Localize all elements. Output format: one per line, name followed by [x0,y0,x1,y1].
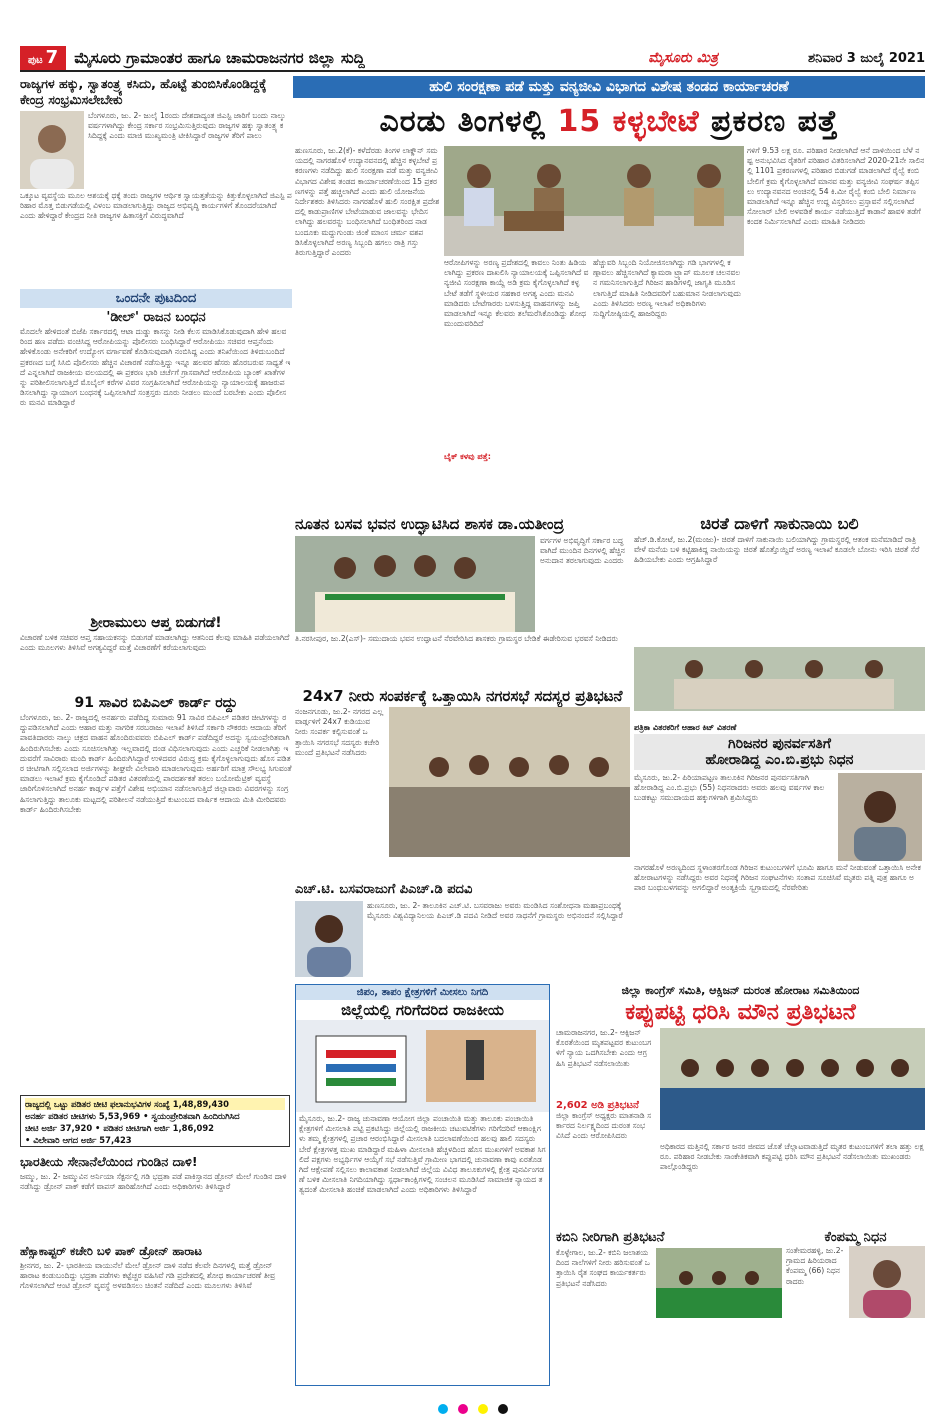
obituary-headline: ಕೆಂಪಮ್ಮ ನಿಧನ [824,1230,887,1245]
hunter-tag: ಬೈಕ್ ಕಳವು ಪತ್ತೆ: [444,452,491,461]
top-story-col-1: ಹುಣಸೂರು, ಜು.2(ಕೆ)- ಕಳೆದೆರಡು ತಿಂಗಳ ಲಾಕ್ಡೌನ್ ಸಮಯದಲ್ಲಿ ನಾಗರಹೊಳೆ ಉದ್ಯಾನವನದಲ್ಲಿ ಹೆಚ್ಚಿನ ಕಳ್ಳಬೇಟೆ ಪ್ರಕರಣಗಳು ನಡೆದಿದ್ದು ಹುಲಿ ಸಂರಕ್ಷಣಾ ಪಡೆ ಮತ್ತು ವನ್ಯಜೀವಿ ವಿಭಾಗದ ವಿಶೇಷ ತಂಡದ ಕಾರ್ಯಾಚರಣೆಯಿಂದ 15 ಪ್ರಕರಣಗಳನ್ನು ಪತ್ತೆ ಹಚ್ಚಲಾಗಿದೆ ಎಂದು ಹುಲಿ ಯೋಜನೆಯ ನಿರ್ದೇಶಕರು ತಿಳಿಸಿದರು ನಾಗರಹೊಳೆ ಹುಲಿ ಸಂರಕ್ಷಿತ ಪ್ರದೇಶದಲ್ಲಿ ಕಾಡುಪ್ರಾಣಿಗಳ ಬೇಟೆಯಾಡುವ ಜಾಲವನ್ನು ಭೇದಿಸಲಾಗಿದ್ದು ಹಲವರನ್ನು ಬಂಧಿಸಲಾಗಿದೆ ಬಂಧಿತರಿಂದ ನಾಡ ಬಂದೂಕು ಮದ್ದುಗುಂಡು ಜಿಂಕೆ ಮಾಂಸ ಚರ್ಮ ವಶಪಡಿಸಿಕೊಳ್ಳಲಾಗಿದೆ ಅರಣ್ಯ ಸಿಬ್ಬಂದಿ ಹಗಲು ರಾತ್ರಿ ಗಸ್ತು ತಿರುಗುತ್ತಿದ್ದಾರೆ ಎಂದರು [295,146,440,258]
top-story-headline: ಎರಡು ತಿಂಗಳಲ್ಲಿ 15 ಕಳ್ಳಬೇಟೆ ಪ್ರಕರಣ ಪತ್ತೆ [379,104,839,139]
left-column-bottom: ಭಾರತೀಯ ಸೇನಾನೆಲೆಯಿಂದ ಗುಂಡಿನ ದಾಳಿ! ಜಮ್ಮು, ಜು. 2- ಜಮ್ಮುವಿನ ಅರ್ನಿಯಾ ಸೆಕ್ಟರ್ನಲ್ಲಿ ಗಡಿ ಭದ್ರತಾ ಪಡೆ ಪಾಕಿಸ್ತಾನದ ಡ್ರೋನ್ ಮೇಲೆ ಗುಂಡಿನ ದಾಳಿ ನಡೆಸಿದ್ದು ಡ್ರೋನ್ ಪಾಕ್ ಕಡೆಗೆ ವಾಪಸ್ ಹಾರಿಹೋಗಿದೆ ಎಂದು ಅಧಿಕಾರಿಗಳು ತಿಳಿಸಿದ್ದಾರೆ ಹೆಕ್ಸಾಕಾಪ್ಟರ್ ಕಚೇರಿ ಬಳಿ ಪಾಕ್ ಡ್ರೋನ್ ಹಾರಾಟ ಶ್ರೀನಗರ, ಜು. 2- ಭಾರತೀಯ ವಾಯುನೆಲೆ ಮೇಲೆ ಡ್ರೋನ್ ದಾಳಿ ನಡೆದ ಕೆಲವೇ ದಿನಗಳಲ್ಲಿ ಮತ್ತೆ ಡ್ರೋನ್ ಹಾರಾಟ ಕಂಡುಬಂದಿದ್ದು ಭದ್ರತಾ ಪಡೆಗಳು ಕಟ್ಟೆಚ್ಚರ ವಹಿಸಿವೆ ಗಡಿ ಪ್ರದೇಶದಲ್ಲಿ ಶೋಧ ಕಾರ್ಯಾಚರಣೆ ತೀವ್ರಗೊಳಿಸಲಾಗಿದೆ ಆಂಟಿ ಡ್ರೋನ್ ವ್ಯವಸ್ಥೆ ಅಳವಡಿಸಲು ಚಿಂತನೆ ನಡೆದಿದೆ ಎಂದು ಮೂಲಗಳು ತಿಳಿಸಿವೆ [20,1152,292,1386]
politics-story: ಜಿಪಂ, ತಾಪಂ ಕ್ಷೇತ್ರಗಳಿಗೆ ಮೀಸಲು ನಿಗದಿ ಜಿಲ್ಲೆಯಲ್ಲಿ ಗರಿಗೆದರಿದ ರಾಜಕೀಯ ಮೈಸೂರು, ಜು.2- ರಾಜ್ಯ ಚುನಾವಣಾ ಆಯೋಗ ಜಿಲ್ಲಾ ಪಂಚಾಯಿತಿ ಮತ್ತು ತಾಲೂಕು ಪಂಚಾಯಿತಿ ಕ್ಷೇತ್ರಗಳಿಗೆ ಮೀಸಲಾತಿ ಪಟ್ಟಿ ಪ್ರಕಟಿಸಿದ್ದು ಜಿಲ್ಲೆಯಲ್ಲಿ ರಾಜಕೀಯ ಚಟುವಟಿಕೆಗಳು ಗರಿಗೆದರಿವೆ ಆಕಾಂಕ್ಷಿಗಳು ತಮ್ಮ ಕ್ಷೇತ್ರಗಳಲ್ಲಿ ಪ್ರಚಾರ ಆರಂಭಿಸಿದ್ದಾರೆ ಮೀಸಲಾತಿ ಬದಲಾವಣೆಯಿಂದ ಹಲವು ಹಾಲಿ ಸದಸ್ಯರು ಬೇರೆ ಕ್ಷೇತ್ರಗಳತ್ತ ಮುಖ ಮಾಡಿದ್ದಾರೆ ಮಹಿಳಾ ಮೀಸಲಾತಿ ಹೆಚ್ಚಳದಿಂದ ಹೊಸ ಮುಖಗಳಿಗೆ ಅವಕಾಶ ಸಿಗಲಿದೆ ಪಕ್ಷಗಳು ಅಭ್ಯರ್ಥಿಗಳ ಆಯ್ಕೆಗೆ ಸಭೆ ನಡೆಸುತ್ತಿವೆ ಗ್ರಾಮೀಣ ಭಾಗದಲ್ಲಿ ಚುನಾವಣಾ ಕಾವು ಏರತೊಡಗಿದೆ ಆಕ್ಷೇಪಣೆ ಸಲ್ಲಿಸಲು ಕಾಲಾವಕಾಶ ನೀಡಲಾಗಿದೆ ಜಿಲ್ಲೆಯ ವಿವಿಧ ತಾಲೂಕುಗಳಲ್ಲಿ ಕ್ಷೇತ್ರ ಪುನರ್ವಿಂಗಡಣೆ ಬಳಿಕ ಮೀಸಲಾತಿ ನಿಗದಿಯಾಗಿದ್ದು ಸ್ಪರ್ಧಾಕಾಂಕ್ಷಿಗಳಲ್ಲಿ ಸಂಚಲನ ಮೂಡಿಸಿದೆ ಸಾಮಾಜಿಕ ನ್ಯಾಯದ ತತ್ವದಂತೆ ಮೀಸಲಾತಿ ಹಂಚಿಕೆ ಮಾಡಲಾಗಿದೆ ಎಂದು ಅಧಿಕಾರಿಗಳು ತಿಳಿಸಿದ್ದಾರೆ [295,984,550,1386]
leopard-story: ಚಿರತೆ ದಾಳಿಗೆ ಸಾಕುನಾಯಿ ಬಲಿ ಹೆಚ್.ಡಿ.ಕೋಟೆ, ಜು.2(ಮಂಜು)- ಚಿರತೆ ದಾಳಿಗೆ ಸಾಕುನಾಯಿ ಬಲಿಯಾಗಿದ್ದು ಗ್ರಾಮಸ್ಥರಲ್ಲಿ ಆತಂಕ ಮನೆಮಾಡಿದೆ ರಾತ್ರಿ ವೇಳೆ ಮನೆಯ ಬಳಿ ಕಟ್ಟಿಹಾಕಿದ್ದ ನಾಯಿಯನ್ನು ಚಿರತೆ ಹೊತ್ತೊಯ್ದಿದೆ ಅರಣ್ಯ ಇಲಾಖೆ ಕೂಡಲೇ ಬೋನು ಇರಿಸಿ ಚಿರತೆ ಸೆರೆ ಹಿಡಿಯಬೇಕು ಎಂದು ಆಗ್ರಹಿಸಿದ್ದಾರೆ [634,516,925,721]
girijan-headline-line1: ಗಿರಿಜನರ ಪುನರ್ವಸತಿಗೆ [728,736,831,752]
congress-tag: 2,602 ಅಡಿ ಪ್ರತಿಭಟನೆ [556,1100,639,1111]
top-story-col-4: ಗಳಿಗೆ 9.53 ಲಕ್ಷ ರೂ. ಪರಿಹಾರ ನೀಡಲಾಗಿದೆ ಆನೆ ದಾಳಿಯಿಂದ ಬೆಳೆ ನಷ್ಟ ಅನುಭವಿಸಿದ ರೈತರಿಗೆ ಪರಿಹಾರ ವಿತರಿಸಲಾಗಿದೆ 2020-21ನೇ ಸಾಲಿನಲ್ಲಿ 1101 ಪ್ರಕರಣಗಳಲ್ಲಿ ಪರಿಹಾರ ಬಿಡುಗಡೆ ಮಾಡಲಾಗಿದೆ ರೈಲ್ವೆ ಕಂಬಿ ಬೇಲಿಗೆ ಕ್ರಮ ಕೈಗೊಳ್ಳಲಾಗಿದೆ ಮಾನವ ಮತ್ತು ವನ್ಯಜೀವಿ ಸಂಘರ್ಷ ತಪ್ಪಿಸಲು ಉದ್ಯಾನವನದ ಅಂಚಿನಲ್ಲಿ 54 ಕಿ.ಮೀ ರೈಲ್ವೆ ಕಂಬಿ ಬೇಲಿ ನಿರ್ಮಾಣ ಮಾಡಲಾಗಿದೆ ಇನ್ನೂ ಹೆಚ್ಚಿನ ಉದ್ದ ವಿಸ್ತರಿಸಲು ಪ್ರಸ್ತಾವನೆ ಸಲ್ಲಿಸಲಾಗಿದೆ ಸೋಲಾರ್ ಬೇಲಿ ಅಳವಡಿಕೆ ಕಾರ್ಯ ನಡೆಯುತ್ತಿದೆ ಕಾಡಾನೆ ಹಾವಳಿ ತಡೆಗೆ ಕಂದಕ ನಿರ್ಮಿಸಲಾಗಿದೆ ಎಂದು ಮಾಹಿತಿ ನೀಡಿದರು [747,146,925,227]
drone-headline: ಭಾರತೀಯ ಸೇನಾನೆಲೆಯಿಂದ ಗುಂಡಿನ ದಾಳಿ! [20,1154,198,1169]
top-story-col-2: ಆರೋಪಿಗಳನ್ನು ಅರಣ್ಯ ಪ್ರದೇಶದಲ್ಲಿ ಕಾವಲು ನಿಂತು ಹಿಡಿಯಲಾಗಿದ್ದು ಪ್ರಕರಣ ದಾಖಲಿಸಿ ನ್ಯಾಯಾಲಯಕ್ಕೆ ಒಪ್ಪಿಸಲಾಗಿದೆ ವನ್ಯಜೀವಿ ಸಂರಕ್ಷಣಾ ಕಾಯ್ದೆ ಅಡಿ ಕ್ರಮ ಕೈಗೊಳ್ಳಲಾಗಿದೆ ಕಳ್ಳಬೇಟೆ ತಡೆಗೆ ಸ್ಥಳೀಯರ ಸಹಕಾರ ಅಗತ್ಯ ಎಂದು ಮನವಿ ಮಾಡಿದರು ಬೇಟೆಗಾರರು ಬಳಸುತ್ತಿದ್ದ ವಾಹನಗಳನ್ನು ಜಪ್ತಿ ಮಾಡಲಾಗಿದೆ ಇನ್ನೂ ಕೆಲವರು ತಲೆಮರೆಸಿಕೊಂಡಿದ್ದು ಶೋಧ ಮುಂದುವರಿದಿದೆ [444,258,589,329]
page-number-badge: ಪುಟ 7 [20,46,66,70]
girijan-story: ಗಿರಿಜನರ ಪುನರ್ವಸತಿಗೆ ಹೋರಾಡಿದ್ದ ಎಂ.ಬಿ.ಪ್ರಭು ನಿಧನ ಮೈಸೂರು, ಜು.2- ಪಿರಿಯಾಪಟ್ಟಣ ತಾಲೂಕಿನ ಗಿರಿಜನರ ಪುನರ್ವಸತಿಗಾಗಿ ಹೋರಾಡಿದ್ದ ಎಂ.ಬಿ.ಪ್ರಭು (55) ನಿಧನರಾದರು ಅವರು ಹಲವು ವರ್ಷಗಳ ಕಾಲ ಬುಡಕಟ್ಟು ಸಮುದಾಯದ ಹಕ್ಕುಗಳಿಗಾಗಿ ಶ್ರಮಿಸಿದ್ದರು ನಾಗರಹೊಳೆ ಅರಣ್ಯದಿಂದ ಸ್ಥಳಾಂತರಗೊಂಡ ಗಿರಿಜನ ಕುಟುಂಬಗಳಿಗೆ ಭೂಮಿ ಹಾಗೂ ಮನೆ ನೀಡುವಂತೆ ಒತ್ತಾಯಿಸಿ ಅನೇಕ ಹೋರಾಟಗಳನ್ನು ನಡೆಸಿದ್ದರು ಅವರ ನಿಧನಕ್ಕೆ ಗಿರಿಜನ ಸಂಘಟನೆಗಳು ಸಂತಾಪ ಸೂಚಿಸಿವೆ ಮೃತರು ಪತ್ನಿ ಪುತ್ರ ಹಾಗೂ ಅಪಾರ ಬಂಧುಬಳಗವನ್ನು ಅಗಲಿದ್ದಾರೆ ಅಂತ್ಯಕ್ರಿಯೆ ಸ್ವಗ್ರಾಮದಲ್ಲಿ ನೆರವೇರಿತು [634,734,925,980]
paper-logo: ಮೈಸೂರು ಮಿತ್ರ [648,50,719,66]
phd-headline: ಎಚ್.ಟಿ. ಬಸವರಾಜುಗೆ ಪಿಎಚ್.ಡಿ ಪದವಿ [295,882,473,897]
top-story-col-3: ಹೆಚ್ಚುವರಿ ಸಿಬ್ಬಂದಿ ನಿಯೋಜಿಸಲಾಗಿದ್ದು ಗಡಿ ಭಾಗಗಳಲ್ಲಿ ಕಣ್ಗಾವಲು ಹೆಚ್ಚಿಸಲಾಗಿದೆ ಕ್ಯಾಮರಾ ಟ್ರ್ಯಾಪ್ ಮೂಲಕ ಚಲನವಲನ ಗಮನಿಸಲಾಗುತ್ತಿದೆ ಗಿರಿಜನ ಹಾಡಿಗಳಲ್ಲಿ ಜಾಗೃತಿ ಮೂಡಿಸಲಾಗುತ್ತಿದೆ ಮಾಹಿತಿ ನೀಡಿದವರಿಗೆ ಬಹುಮಾನ ನೀಡಲಾಗುವುದು ಎಂದು ತಿಳಿಸಿದರು ಅರಣ್ಯ ಇಲಾಖೆ ಅಧಿಕಾರಿಗಳು ಸುದ್ದಿಗೋಷ್ಠಿಯಲ್ಲಿ ಹಾಜರಿದ್ದರು [593,258,742,319]
author-photo [20,111,84,189]
water-protest-story: 24x7 ನೀರು ಸಂಪರ್ಕಕ್ಕೆ ಒತ್ತಾಯಿಸಿ ನಗರಸಭೆ ಸದಸ್ಯರ ಪ್ರತಿಭಟನೆ ನಂಜನಗೂಡು, ಜು.2- ನಗರದ ಎಲ್ಲ ವಾರ್ಡ್ಗಳಿಗೆ 24x7 ಕುಡಿಯುವ ನೀರು ಸಂಪರ್ಕ ಕಲ್ಪಿಸುವಂತೆ ಒತ್ತಾಯಿಸಿ ನಗರಸಭೆ ಸದಸ್ಯರು ಕಚೇರಿ ಮುಂದೆ ಪ್ರತಿಭಟನೆ ನಡೆಸಿದರು [295,688,630,870]
politics-headline: ಜಿಲ್ಲೆಯಲ್ಲಿ ಗರಿಗೆದರಿದ ರಾಜಕೀಯ [341,1001,504,1019]
hexacopter-headline: ಹೆಕ್ಸಾಕಾಪ್ಟರ್ ಕಚೇರಿ ಬಳಿ ಪಾಕ್ ಡ್ರೋನ್ ಹಾರಾಟ [20,1244,203,1258]
congress-story: ಜಿಲ್ಲಾ ಕಾಂಗ್ರೆಸ್ ಸಮಿತಿ, ಆಕ್ಸಿಜನ್ ದುರಂತ ಹೋರಾಟ ಸಮಿತಿಯಿಂದ ಕಪ್ಪುಪಟ್ಟಿ ಧರಿಸಿ ಮೌನ ಪ್ರತಿಭಟನೆ ಚಾಮರಾಜನಗರ, ಜು.2- ಆಕ್ಸಿಜನ್ ಕೊರತೆಯಿಂದ ಮೃತಪಟ್ಟವರ ಕುಟುಂಬಗಳಿಗೆ ನ್ಯಾಯ ಒದಗಿಸಬೇಕು ಎಂದು ಆಗ್ರಹಿಸಿ ಪ್ರತಿಭಟನೆ ನಡೆಸಲಾಯಿತು 2,602 ಅಡಿ ಪ್ರತಿಭಟನೆ ಜಿಲ್ಲಾ ಕಾಂಗ್ರೆಸ್ ಅಧ್ಯಕ್ಷರು ಮಾತನಾಡಿ ಸರ್ಕಾರದ ನಿರ್ಲಕ್ಷ್ಯದಿಂದ ದುರಂತ ಸಂಭವಿಸಿದೆ ಎಂದು ಆರೋಪಿಸಿದರು ಅಧಿಕಾರದ ಮತ್ತಿನಲ್ಲಿ ಸರ್ಕಾರ ಜನರ ಜೀವದ ಜೊತೆ ಚೆಲ್ಲಾಟವಾಡುತ್ತಿದೆ ಮೃತರ ಕುಟುಂಬಗಳಿಗೆ ತಲಾ ಹತ್ತು ಲಕ್ಷ ರೂ. ಪರಿಹಾರ ನೀಡಬೇಕು ಸಾಂಕೇತಿಕವಾಗಿ ಕಪ್ಪುಪಟ್ಟಿ ಧರಿಸಿ ಮೌನ ಪ್ರತಿಭಟನೆ ನಡೆಸಲಾಯಿತು ಮುಖಂಡರು ಪಾಲ್ಗೊಂಡಿದ್ದರು [556,984,924,1172]
officers-press-meet-photo [444,146,744,256]
farmers-protest-photo [656,1248,782,1318]
kabini-story: ಕಬಿನಿ ನೀರಿಗಾಗಿ ಪ್ರತಿಭಟನೆ ಕೊಳ್ಳೇಗಾಲ, ಜು.2- ಕಬಿನಿ ಜಲಾಶಯದಿಂದ ನಾಲೆಗಳಿಗೆ ನೀರು ಹರಿಸುವಂತೆ ಒತ್ತಾಯಿಸಿ ರೈತ ಸಂಘದ ಕಾರ್ಯಕರ್ತರು ಪ್ರತಿಭಟನೆ ನಡೆಸಿದರು [556,1230,782,1386]
obituary: ಕೆಂಪಮ್ಮ ನಿಧನ ಸಂತೇಮರಹಳ್ಳಿ, ಜು.2- ಗ್ರಾಮದ ಹಿರಿಯರಾದ ಕೆಂಪಮ್ಮ (66) ನಿಧನರಾದರು [786,1230,925,1386]
silent-protest-photo [660,1028,925,1130]
deal-headline: 'ಡೀಲ್' ರಾಜನ ಬಂಧನ [106,310,206,325]
protest-photo [389,707,630,857]
basava-headline: ನೂತನ ಬಸವ ಭವನ ಉದ್ಘಾಟಿಸಿದ ಶಾಸಕ ಡಾ.ಯತೀಂದ್ರ [295,516,564,533]
congress-kicker: ಜಿಲ್ಲಾ ಕಾಂಗ್ರೆಸ್ ಸಮಿತಿ, ಆಕ್ಸಿಜನ್ ದುರಂತ ಹೋರಾಟ ಸಮಿತಿಯಿಂದ [621,984,860,997]
top-story-banner: ಹುಲಿ ಸಂರಕ್ಷಣಾ ಪಡೆ ಮತ್ತು ವನ್ಯಜೀವಿ ವಿಭಾಗದ ವಿಶೇಷ ತಂಡದ ಕಾರ್ಯಾಚರಣೆ [293,76,925,98]
ration-card-stats-box [20,1095,290,1147]
phd-story: ಎಚ್.ಟಿ. ಬಸವರಾಜುಗೆ ಪಿಎಚ್.ಡಿ ಪದವಿ ಹುಣಸೂರು, ಜು. 2- ತಾಲೂಕಿನ ಎಚ್.ಟಿ. ಬಸವರಾಜು ಅವರು ಮಂಡಿಸಿದ ಸಂಶೋಧನಾ ಮಹಾಪ್ರಬಂಧಕ್ಕೆ ಮೈಸೂರು ವಿಶ್ವವಿದ್ಯಾನಿಲಯ ಪಿಎಚ್.ಡಿ ಪದವಿ ನೀಡಿದೆ ಅವರ ಸಾಧನೆಗೆ ಗ್ರಾಮಸ್ಥರು ಅಭಿನಂದನೆ ಸಲ್ಲಿಸಿದ್ದಾರೆ [295,882,630,980]
section-title: ಮೈಸೂರು ಗ್ರಾಮಾಂತರ ಹಾಗೂ ಚಾಮರಾಜನಗರ ಜಿಲ್ಲಾ ಸುದ್ದಿ [74,49,365,67]
inauguration-photo [295,536,535,632]
prabhu-portrait [838,773,922,861]
stats-line: ಅನರ್ಹ ಪಡಿತರ ಚೀಟಿಗಳು 5,53,969 • ಸ್ವಯಂಪ್ರೇರಿತವಾಗಿ ಹಿಂದಿರುಗಿಸಿದ [25,1111,240,1121]
photo-caption: ಪತ್ರಿಕಾ ವಿತರಕರಿಗೆ ಆಹಾರ ಕಿಟ್ ವಿತರಣೆ [634,723,737,732]
politics-kicker: ಜಿಪಂ, ತಾಪಂ ಕ್ಷೇತ್ರಗಳಿಗೆ ಮೀಸಲು ನಿಗದಿ [296,985,549,1000]
sriramulu-headline: ಶ್ರೀರಾಮುಲು ಆಪ್ತ ಬಿಡುಗಡೆ! [90,615,222,631]
print-registration-marks [0,1394,945,1424]
distribution-photo [634,647,925,711]
stats-line: ರಾಜ್ಯದಲ್ಲಿ ಒಟ್ಟು ಪಡಿತರ ಚೀಟಿ ಫಲಾನುಭವಿಗಳ ಸಂಖ್ಯೆ 1,48,89,430 [25,1098,285,1110]
water-protest-headline: 24x7 ನೀರು ಸಂಪರ್ಕಕ್ಕೆ ಒತ್ತಾಯಿಸಿ ನಗರಸಭೆ ಸದಸ್ಯರ ಪ್ರತಿಭಟನೆ [302,688,623,705]
bpl-headline: 91 ಸಾವಿರ ಬಿಪಿಎಲ್ ಕಾರ್ಡ್ ರದ್ದು [74,695,238,711]
congress-headline: ಕಪ್ಪುಪಟ್ಟಿ ಧರಿಸಿ ಮೌನ ಪ್ರತಿಭಟನೆ [625,1000,856,1025]
issue-date: ಶನಿವಾರ 3 ಜುಲೈ 2021 [808,50,925,66]
lead-headline: ರಾಜ್ಯಗಳ ಹಕ್ಕು, ಸ್ವಾತಂತ್ರ್ಯ ಕಸಿದು, ಹೊಟ್ಟೆ ತುಂಬಿಸಿಕೊಂಡಿದ್ದಕ್ಕೆ ಕೇಂದ್ರ ಸಂಭ್ರಮಿಸಲೇಬೇಕು [20,76,267,107]
girijan-headline-line2: ಹೋರಾಡಿದ್ದ ಎಂ.ಬಿ.ಪ್ರಭು ನಿಧನ [705,752,854,768]
basava-story: ನೂತನ ಬಸವ ಭವನ ಉದ್ಘಾಟಿಸಿದ ಶಾಸಕ ಡಾ.ಯತೀಂದ್ರ ತಿ.ನರಸೀಪುರ, ಜು.2(ಎಸ್)- ಸಮುದಾಯ ಭವನ ಉದ್ಘಾಟನೆ ನೆರವೇರಿಸಿದ ಶಾಸಕರು ಗ್ರಾಮಸ್ಥರ ಬೇಡಿಕೆ ಈಡೇರಿಸುವ ಭರವಸೆ ನೀಡಿದರು [295,516,630,684]
kabini-headline: ಕಬಿನಿ ನೀರಿಗಾಗಿ ಪ್ರತಿಭಟನೆ [556,1230,665,1245]
page-header [20,46,925,72]
basava-story-col-2: ವರ್ಗಗಳ ಅಭಿವೃದ್ಧಿಗೆ ಸರ್ಕಾರ ಬದ್ಧವಾಗಿದೆ ಮುಂದಿನ ದಿನಗಳಲ್ಲಿ ಹೆಚ್ಚಿನ ಅನುದಾನ ತರಲಾಗುವುದು ಎಂದರು [540,536,626,566]
basavaraju-portrait [295,901,363,977]
continued-banner: ಒಂದನೇ ಪುಟದಿಂದ [20,289,292,308]
voting-graphic [296,1020,549,1112]
leopard-headline: ಚಿರತೆ ದಾಳಿಗೆ ಸಾಕುನಾಯಿ ಬಲಿ [700,516,859,533]
stats-line: • ವಿಲೇವಾರಿ ಆಗದ ಅರ್ಜಿ 57,423 [25,1135,132,1145]
left-column: ರಾಜ್ಯಗಳ ಹಕ್ಕು, ಸ್ವಾತಂತ್ರ್ಯ ಕಸಿದು, ಹೊಟ್ಟೆ ತುಂಬಿಸಿಕೊಂಡಿದ್ದಕ್ಕೆ ಕೇಂದ್ರ ಸಂಭ್ರಮಿಸಲೇಬೇಕು ಬೆಂಗಳೂರು, ಜು. 2- ಜುಲೈ 1ರಂದು ದೇಶದಾದ್ಯಂತ ಜಿಎಸ್ಟಿ ಜಾರಿಗೆ ಬಂದು ನಾಲ್ಕು ವರ್ಷಗಳಾಗಿದ್ದು ಕೇಂದ್ರ ಸರ್ಕಾರ ಸಂಭ್ರಮಿಸುತ್ತಿರುವುದು ರಾಜ್ಯಗಳ ಹಕ್ಕು ಸ್ವಾತಂತ್ರ್ಯ ಕಸಿದಿದ್ದಕ್ಕೆ ಎಂದು ಮಾಜಿ ಮುಖ್ಯಮಂತ್ರಿ ಟೀಕಿಸಿದ್ದಾರೆ ರಾಜ್ಯಗಳ ತೆರಿಗೆ ಪಾಲು ಒಕ್ಕೂಟ ವ್ಯವಸ್ಥೆಯ ಮೂಲ ಆಶಯಕ್ಕೆ ಧಕ್ಕೆ ತಂದು ರಾಜ್ಯಗಳ ಆರ್ಥಿಕ ಸ್ವಾಯತ್ತತೆಯನ್ನು ಕಿತ್ತುಕೊಳ್ಳಲಾಗಿದೆ ಜಿಎಸ್ಟಿ ಪರಿಹಾರ ಮೊತ್ತ ಬಿಡುಗಡೆಯಲ್ಲಿ ವಿಳಂಬ ಮಾಡಲಾಗುತ್ತಿದ್ದು ರಾಜ್ಯದ ಅಭಿವೃದ್ಧಿ ಕಾರ್ಯಗಳಿಗೆ ತೊಂದರೆಯಾಗಿದೆ ಎಂದು ಹೇಳಿದ್ದಾರೆ ಕೇಂದ್ರದ ನೀತಿ ರಾಜ್ಯಗಳ ಹಿತಾಸಕ್ತಿಗೆ ವಿರುದ್ಧವಾಗಿದೆ ಒಂದನೇ ಪುಟದಿಂದ 'ಡೀಲ್' ರಾಜನ ಬಂಧನ ಮೊದಲೇ ಹೇಳಿದಂತೆ ಬಿಜೆಪಿ ಸರ್ಕಾರದಲ್ಲಿ ಆಟಾ ದುಡ್ಡು ಕಾಸನ್ನು ನೀಡಿ ಕೆಲಸ ಮಾಡಿಸಿಕೊಡುವುದಾಗಿ ಹೇಳಿ ಹಲವರಿಂದ ಹಣ ಪಡೆದು ವಂಚಿಸಿದ್ದ ಆರೋಪಿಯನ್ನು ಪೊಲೀಸರು ಬಂಧಿಸಿದ್ದಾರೆ ಆರೋಪಿಯು ಸಚಿವರ ಆಪ್ತನೆಂದು ಹೇಳಿಕೊಂಡು ಅನೇಕರಿಗೆ ಉದ್ಯೋಗ ವರ್ಗಾವಣೆ ಕೊಡಿಸುವುದಾಗಿ ನಂಬಿಸಿದ್ದ ಎಂದು ತನಿಖೆಯಿಂದ ತಿಳಿದುಬಂದಿದೆ ಪ್ರಕರಣದ ಬಗ್ಗೆ ಸಿಸಿಬಿ ಪೊಲೀಸರು ಹೆಚ್ಚಿನ ವಿಚಾರಣೆ ನಡೆಸುತ್ತಿದ್ದು ಇನ್ನೂ ಹಲವರ ಹೆಸರು ಹೊರಬರುವ ಸಾಧ್ಯತೆ ಇದೆ ಎನ್ನಲಾಗಿದೆ ರಾಜಕೀಯ ವಲಯದಲ್ಲಿ ಈ ಪ್ರಕರಣ ಭಾರಿ ಚರ್ಚೆಗೆ ಗ್ರಾಸವಾಗಿದೆ ಆರೋಪಿಯ ಬ್ಯಾಂಕ್ ಖಾತೆಗಳನ್ನು ಪರಿಶೀಲಿಸಲಾಗುತ್ತಿದೆ ಮೊಬೈಲ್ ಕರೆಗಳ ವಿವರ ಸಂಗ್ರಹಿಸಲಾಗಿದೆ ಆರೋಪಿಯನ್ನು ನ್ಯಾಯಾಲಯಕ್ಕೆ ಹಾಜರುಪಡಿಸಲಾಗಿದ್ದು ನ್ಯಾಯಾಂಗ ಬಂಧನಕ್ಕೆ ಒಪ್ಪಿಸಲಾಗಿದೆ ಸಂತ್ರಸ್ತರು ದೂರು ನೀಡಲು ಮುಂದೆ ಬರಬೇಕು ಎಂದು ಪೊಲೀಸರು ಮನವಿ ಮಾಡಿದ್ದಾರೆ ಶ್ರೀರಾಮುಲು ಆಪ್ತ ಬಿಡುಗಡೆ! ವಿಚಾರಣೆ ಬಳಿಕ ಸಚಿವರ ಆಪ್ತ ಸಹಾಯಕನನ್ನು ಬಿಡುಗಡೆ ಮಾಡಲಾಗಿದ್ದು ಆತನಿಂದ ಕೆಲವು ಮಾಹಿತಿ ಪಡೆಯಲಾಗಿದೆ ಎಂದು ಮೂಲಗಳು ತಿಳಿಸಿವೆ ಅಗತ್ಯವಿದ್ದರೆ ಮತ್ತೆ ವಿಚಾರಣೆಗೆ ಕರೆಯಲಾಗುವುದು 91 ಸಾವಿರ ಬಿಪಿಎಲ್ ಕಾರ್ಡ್ ರದ್ದು ಬೆಂಗಳೂರು, ಜು. 2- ರಾಜ್ಯದಲ್ಲಿ ಅನರ್ಹರು ಪಡೆದಿದ್ದ ಸುಮಾರು 91 ಸಾವಿರ ಬಿಪಿಎಲ್ ಪಡಿತರ ಚೀಟಿಗಳನ್ನು ರದ್ದುಪಡಿಸಲಾಗಿದೆ ಎಂದು ಆಹಾರ ಮತ್ತು ನಾಗರಿಕ ಸರಬರಾಜು ಇಲಾಖೆ ತಿಳಿಸಿದೆ ಸರ್ಕಾರಿ ನೌಕರರು ಆದಾಯ ತೆರಿಗೆ ಪಾವತಿದಾರರು ನಾಲ್ಕು ಚಕ್ರದ ವಾಹನ ಹೊಂದಿರುವವರು ಬಿಪಿಎಲ್ ಕಾರ್ಡ್ ಪಡೆದಿದ್ದರೆ ಅದನ್ನು ಸ್ವಯಂಪ್ರೇರಿತವಾಗಿ ಹಿಂದಿರುಗಿಸಬೇಕು ಎಂದು ಸೂಚಿಸಲಾಗಿತ್ತು ಇಲ್ಲವಾದಲ್ಲಿ ದಂಡ ವಿಧಿಸಲಾಗುವುದು ಎಂದು ಎಚ್ಚರಿಕೆ ನೀಡಲಾಗಿತ್ತು ಇದುವರೆಗೆ ಸಾವಿರಾರು ಮಂದಿ ಕಾರ್ಡ್ ಹಿಂದಿರುಗಿಸಿದ್ದಾರೆ ಉಳಿದವರ ವಿರುದ್ಧ ಕ್ರಮ ಕೈಗೊಳ್ಳಲಾಗುವುದು ಹೊಸ ಪಡಿತರ ಚೀಟಿಗಾಗಿ ಸಲ್ಲಿಸಲಾದ ಅರ್ಜಿಗಳನ್ನು ಶೀಘ್ರವೇ ವಿಲೇವಾರಿ ಮಾಡಲಾಗುವುದು ಅರ್ಹರಿಗೆ ಮಾತ್ರ ಸೌಲಭ್ಯ ಸಿಗುವಂತೆ ಮಾಡಲು ಇಲಾಖೆ ಕ್ರಮ ಕೈಗೊಂಡಿದೆ ಪಡಿತರ ವಿತರಣೆಯಲ್ಲಿ ಪಾರದರ್ಶಕತೆ ತರಲು ಬಯೋಮೆಟ್ರಿಕ್ ವ್ಯವಸ್ಥೆ ಜಾರಿಗೊಳಿಸಲಾಗಿದೆ ಅನರ್ಹ ಕಾರ್ಡ್ಗಳ ಪತ್ತೆಗೆ ವಿಶೇಷ ಅಭಿಯಾನ ನಡೆಸಲಾಗುತ್ತಿದೆ ಜಿಲ್ಲಾವಾರು ವಿವರಗಳನ್ನು ಸಂಗ್ರಹಿಸಲಾಗುತ್ತಿದ್ದು ತಾಲೂಕು ಮಟ್ಟದಲ್ಲಿ ಪರಿಶೀಲನೆ ನಡೆಯುತ್ತಿದೆ ಕುಟುಂಬದ ವಾರ್ಷಿಕ ಆದಾಯ ಮಿತಿ ಮೀರಿದವರು ಕಾರ್ಡ್ ಹಿಂದಿರುಗಿಸಬೇಕು [20,76,292,814]
kempamma-portrait [849,1246,925,1318]
stats-line: ಚೀಟಿ ಅರ್ಜಿ 37,920 • ಪಡಿತರ ಚೀಟಿಗಾಗಿ ಅರ್ಜಿ 1,86,092 [25,1123,214,1133]
